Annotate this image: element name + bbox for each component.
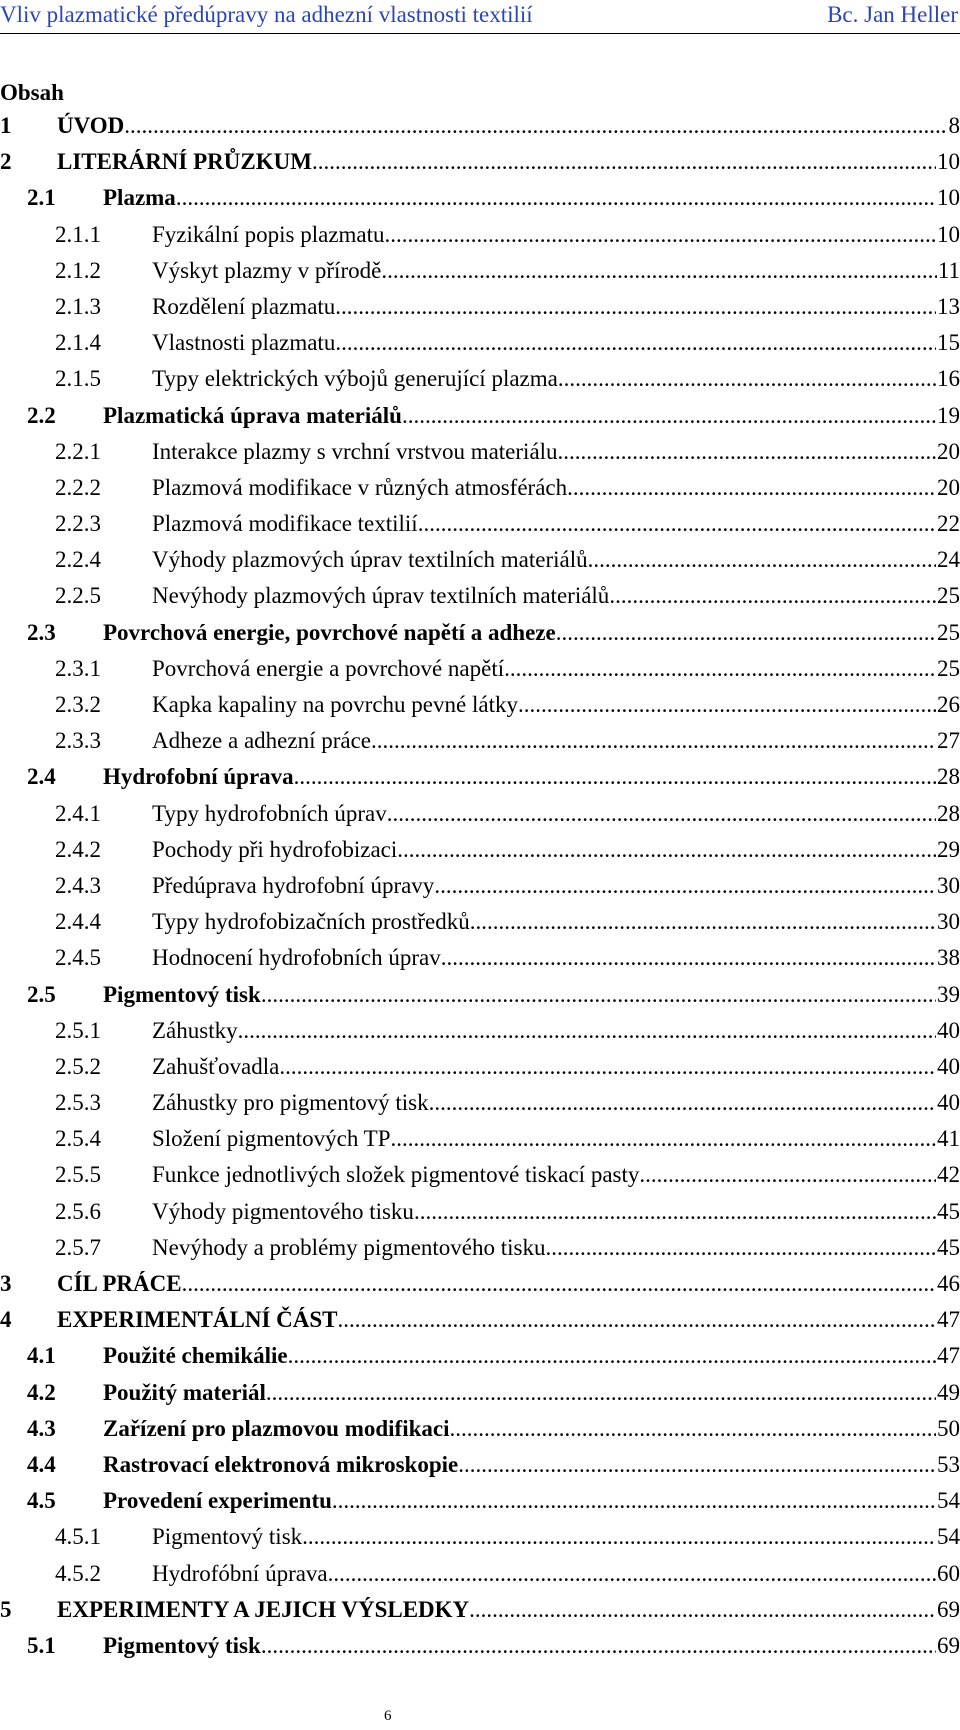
toc-entry-page: 45 — [937, 1198, 960, 1224]
toc-entry-page: 25 — [937, 655, 960, 681]
toc-entry-title: Výskyt plazmy v přírodě — [152, 257, 382, 283]
header-author: Bc. Jan Heller — [827, 2, 958, 27]
toc-entry-line — [152, 506, 960, 542]
toc-entry-page: 22 — [937, 511, 960, 537]
toc-entry-title: Rastrovací elektronová mikroskopie — [103, 1451, 459, 1477]
dot-leader — [238, 1013, 936, 1049]
toc-entry-line — [152, 1157, 960, 1193]
toc-entry-line — [152, 361, 960, 397]
toc-entry-title: Výhody plazmových úprav textilních materiálů — [152, 547, 588, 573]
dot-leader — [558, 361, 936, 397]
toc-entry-line — [152, 687, 960, 723]
toc-entry-page: 54 — [937, 1524, 960, 1550]
dot-leader — [261, 977, 936, 1013]
toc-entry-page: 10 — [937, 221, 960, 247]
toc-entry-page: 46 — [937, 1271, 960, 1296]
dot-leader — [335, 325, 936, 361]
toc-entry-number: 2.4.2 — [55, 836, 101, 862]
toc-entry-title: ÚVOD — [57, 113, 125, 138]
toc-entry-number: 2.1.4 — [55, 330, 101, 356]
dot-leader — [470, 904, 936, 940]
toc-entry-page: 40 — [937, 1090, 960, 1116]
toc-entry-title: Typy hydrofobizačních prostředků — [152, 909, 470, 935]
toc-entry-line — [152, 1519, 960, 1555]
toc-entry[interactable] — [0, 868, 960, 904]
toc-entry-number: 2.1.2 — [55, 257, 101, 283]
toc-entry[interactable] — [0, 1085, 960, 1121]
toc-entry-number: 2.5.7 — [55, 1234, 101, 1260]
dot-leader — [288, 1338, 936, 1374]
toc-entry-page: 45 — [937, 1234, 960, 1260]
dot-leader — [450, 1411, 937, 1447]
toc-entry-number: 4.4 — [27, 1451, 56, 1477]
toc-entry-title: Povrchová energie a povrchové napětí — [152, 655, 505, 681]
toc-entry-title: Funkce jednotlivých složek pigmentové tiskací pasty — [152, 1162, 640, 1188]
toc-entry[interactable] — [0, 470, 960, 506]
toc-entry[interactable] — [0, 687, 960, 723]
toc-entry[interactable] — [0, 289, 960, 325]
toc-entry[interactable] — [0, 1519, 960, 1555]
dot-leader — [504, 651, 936, 687]
toc-entry-title: Plazmová modifikace v různých atmosférách — [152, 474, 568, 500]
toc-entry-number: 4.1 — [27, 1343, 56, 1369]
toc-entry-line — [57, 1302, 960, 1338]
toc-entry[interactable] — [0, 1483, 960, 1519]
toc-entry-line — [103, 1375, 960, 1411]
toc-entry-page: 13 — [937, 293, 960, 319]
toc-entry-number: 2.3 — [27, 619, 56, 645]
toc-entry-line — [152, 1194, 960, 1230]
toc-entry-page: 53 — [937, 1451, 960, 1477]
toc-entry-number: 2.3.3 — [55, 728, 101, 754]
toc-entry-number: 2.2.5 — [55, 583, 101, 609]
dot-leader — [418, 506, 936, 542]
toc-entry-number: 5 — [0, 1596, 12, 1622]
toc-entry-number: 2.1 — [27, 185, 56, 211]
toc-entry[interactable] — [0, 180, 960, 216]
toc-entry-number: 2.2 — [27, 402, 56, 428]
toc-entry-number: 2.2.2 — [55, 474, 101, 500]
toc-entry-number: 4.5.1 — [55, 1524, 101, 1550]
toc-entry-page: 39 — [937, 981, 960, 1007]
toc-entry-title: Použité chemikálie — [103, 1343, 288, 1369]
toc-entry-line — [57, 1592, 960, 1628]
toc-entry-line — [152, 289, 960, 325]
toc-entry-number: 2.4.1 — [55, 800, 101, 826]
dot-leader — [469, 1592, 936, 1628]
toc-entry-number: 2.5.2 — [55, 1053, 101, 1079]
toc-entry[interactable] — [0, 1628, 960, 1664]
toc-entry-page: 16 — [937, 366, 960, 392]
toc-entry-line — [103, 1338, 960, 1374]
toc-entry[interactable] — [0, 325, 960, 361]
toc-entry-number: 2.4.4 — [55, 909, 101, 935]
toc-entry-title: Zařízení pro plazmovou modifikaci — [103, 1415, 450, 1441]
toc-entry-line — [152, 1085, 960, 1121]
toc-entry-title: Výhody pigmentového tisku — [152, 1198, 414, 1224]
toc-entry[interactable] — [0, 940, 960, 976]
toc-entry-line — [103, 615, 960, 651]
toc-entry-number: 2.1.5 — [55, 366, 101, 392]
dot-leader — [279, 1049, 936, 1085]
dot-leader — [441, 940, 936, 976]
toc-entry-line — [152, 217, 960, 253]
toc-entry-number: 2.4.3 — [55, 872, 101, 898]
toc-entry-number: 2.5 — [27, 981, 56, 1007]
toc-entry[interactable] — [0, 1447, 960, 1483]
running-header — [0, 0, 960, 34]
toc-entry-number: 2.1.1 — [55, 221, 101, 247]
toc-entry-title: Fyzikální popis plazmatu — [152, 221, 385, 247]
toc-entry-line — [152, 651, 960, 687]
toc-entry-number: 2.5.5 — [55, 1162, 101, 1188]
toc-entry-title: Použitý materiál — [103, 1379, 266, 1405]
toc-entry-line — [103, 1628, 960, 1664]
dot-leader — [429, 1085, 936, 1121]
toc-entry-page: 19 — [937, 402, 960, 428]
toc-entry[interactable] — [0, 1266, 960, 1302]
toc-entry-number: 4.5.2 — [55, 1560, 101, 1586]
toc-entry[interactable] — [0, 1013, 960, 1049]
toc-entry[interactable] — [0, 1194, 960, 1230]
toc-entry-page: 47 — [937, 1307, 960, 1333]
toc-entry-title: Typy elektrických výbojů generující plazma — [152, 366, 558, 392]
toc-entry-number: 2.4.5 — [55, 945, 101, 971]
toc-entry-line — [152, 940, 960, 976]
toc-entry-line — [57, 1266, 960, 1302]
dot-leader — [371, 723, 936, 759]
toc-entry-title: Povrchová energie, povrchové napětí a adheze — [103, 619, 556, 645]
toc-entry-page: 47 — [937, 1343, 960, 1369]
toc-entry[interactable] — [0, 253, 960, 289]
toc-entry[interactable] — [0, 506, 960, 542]
toc-entry-title: Předúprava hydrofobní úpravy — [152, 872, 435, 898]
dot-leader — [558, 434, 936, 470]
toc-entry-page: 38 — [937, 945, 960, 971]
toc-entry-page: 25 — [937, 583, 960, 609]
toc-entry-number: 2.2.4 — [55, 547, 101, 573]
toc-entry-line — [152, 1556, 960, 1592]
dot-leader — [328, 1556, 936, 1592]
dot-leader — [312, 144, 936, 180]
toc-entry[interactable] — [0, 759, 960, 795]
toc-entry-number: 2 — [0, 149, 12, 175]
toc-entry-page: 41 — [937, 1126, 960, 1152]
toc-entry-number: 3 — [0, 1271, 12, 1296]
toc-entry-page: 60 — [937, 1560, 960, 1586]
dot-leader — [338, 1302, 936, 1338]
toc-entry-page: 42 — [937, 1162, 960, 1188]
toc-entry-page: 69 — [937, 1596, 960, 1622]
toc-entry-title: EXPERIMENTY A JEJICH VÝSLEDKY — [57, 1596, 470, 1622]
toc-entry-number: 1 — [0, 113, 12, 138]
toc-entry-title: Interakce plazmy s vrchní vrstvou materiálu — [152, 438, 558, 464]
dot-leader — [639, 1157, 936, 1193]
toc-entry[interactable] — [0, 1121, 960, 1157]
toc-entry-page: 26 — [937, 692, 960, 717]
toc-entry[interactable] — [0, 1230, 960, 1266]
toc-entry-title: Pigmentový tisk — [103, 1632, 261, 1658]
toc-entry-number: 2.2.3 — [55, 511, 101, 537]
toc-entry[interactable] — [0, 542, 960, 578]
toc-entry-line — [152, 1121, 960, 1157]
toc-entry[interactable] — [0, 1411, 960, 1447]
toc-entry-page: 28 — [937, 800, 960, 826]
page-number: 6 — [384, 1708, 392, 1724]
toc-entry-title: Záhustky pro pigmentový tisk — [152, 1090, 429, 1116]
toc-entry-title: Plazmová modifikace textilií — [152, 511, 418, 537]
dot-leader — [124, 108, 947, 144]
toc-entry-line — [103, 1483, 960, 1519]
toc-entry-page: 49 — [937, 1379, 960, 1405]
toc-entry-title: Zahušťovadla — [152, 1053, 280, 1079]
dot-leader — [182, 1266, 936, 1302]
toc-entry-page: 28 — [937, 764, 960, 790]
toc-entry-number: 2.3.2 — [55, 692, 101, 717]
toc-entry-title: Plazmatická úprava materiálů — [103, 402, 402, 428]
dot-leader — [261, 1628, 936, 1664]
toc-entry-page: 10 — [937, 149, 960, 175]
toc-entry-line — [152, 904, 960, 940]
toc-heading: Obsah — [0, 80, 64, 105]
toc-entry[interactable] — [0, 1556, 960, 1592]
toc-entry-page: 8 — [948, 113, 960, 138]
toc-entry-number: 4 — [0, 1307, 12, 1333]
toc-entry-number: 2.5.6 — [55, 1198, 101, 1224]
toc-entry-line — [152, 542, 960, 578]
toc-entry-page: 15 — [937, 330, 960, 356]
toc-entry-line — [103, 1447, 960, 1483]
toc-entry-page: 40 — [937, 1053, 960, 1079]
toc-entry[interactable] — [0, 1592, 960, 1628]
toc-entry-title: Pochody při hydrofobizaci — [152, 836, 398, 862]
toc-entry[interactable] — [0, 796, 960, 832]
toc-entry-page: 20 — [937, 474, 960, 500]
toc-entry-title: Adheze a adhezní práce — [152, 728, 371, 754]
toc-entry-title: Hodnocení hydrofobních úprav — [152, 945, 441, 971]
dot-leader — [332, 1483, 936, 1519]
toc-entry[interactable] — [0, 144, 960, 180]
toc-entry[interactable] — [0, 434, 960, 470]
toc-entry-title: Hydrofóbní úprava — [152, 1560, 328, 1586]
toc-entry-line — [57, 108, 960, 144]
toc-entry[interactable] — [0, 398, 960, 434]
dot-leader — [402, 398, 936, 434]
toc-entry-line — [152, 832, 960, 868]
toc-entry[interactable] — [0, 651, 960, 687]
toc-entry-page: 24 — [937, 547, 960, 573]
toc-entry-title: Kapka kapaliny na povrchu pevné látky — [152, 692, 518, 717]
toc-entry[interactable] — [0, 1302, 960, 1338]
toc-entry[interactable] — [0, 904, 960, 940]
toc-entry-line — [152, 1013, 960, 1049]
header-document-title: Vliv plazmatické předúpravy na adhezní vlastnosti textilií — [0, 2, 533, 27]
dot-leader — [266, 1375, 936, 1411]
dot-leader — [397, 832, 936, 868]
dot-leader — [381, 253, 937, 289]
toc-entry-number: 2.4 — [27, 764, 56, 790]
toc-entry[interactable] — [0, 832, 960, 868]
toc-entry-title: Typy hydrofobních úprav — [152, 800, 387, 826]
dot-leader — [434, 868, 936, 904]
toc-entry-line — [103, 180, 960, 216]
dot-leader — [176, 180, 936, 216]
toc-entry-number: 4.5 — [27, 1488, 56, 1514]
dot-leader — [302, 1519, 936, 1555]
toc-entry-title: Nevýhody plazmových úprav textilních materiálů — [152, 583, 610, 609]
toc-entry[interactable] — [0, 108, 960, 144]
toc-entry-line — [103, 1411, 960, 1447]
toc-entry-line — [152, 796, 960, 832]
toc-entry-page: 54 — [937, 1488, 960, 1514]
toc-entry-page: 69 — [937, 1632, 960, 1658]
toc-entry-line — [103, 398, 960, 434]
toc-entry-page: 11 — [937, 257, 960, 283]
toc-entry[interactable] — [0, 977, 960, 1013]
dot-leader — [335, 289, 936, 325]
toc-entry-page: 27 — [937, 728, 960, 754]
toc-entry-line — [152, 1049, 960, 1085]
toc-entry-number: 4.2 — [27, 1379, 56, 1405]
dot-leader — [391, 1121, 936, 1157]
toc-entry[interactable] — [0, 578, 960, 614]
toc-entry[interactable] — [0, 1338, 960, 1374]
dot-leader — [518, 687, 936, 723]
dot-leader — [385, 217, 936, 253]
toc-entry-title: Záhustky — [152, 1017, 238, 1043]
toc-entry-line — [103, 977, 960, 1013]
dot-leader — [458, 1447, 936, 1483]
toc-entry-line — [152, 253, 960, 289]
toc-entry-number: 2.3.1 — [55, 655, 101, 681]
toc-entry-page: 40 — [937, 1017, 960, 1043]
dot-leader — [588, 542, 936, 578]
toc-entry-page: 29 — [937, 836, 960, 862]
toc-entry-page: 20 — [937, 438, 960, 464]
table-of-contents — [0, 108, 960, 1664]
toc-entry-page: 30 — [937, 872, 960, 898]
toc-entry-title: Plazma — [103, 185, 176, 211]
toc-entry-title: EXPERIMENTÁLNÍ ČÁST — [57, 1307, 338, 1333]
toc-entry-title: Vlastnosti plazmatu — [152, 330, 336, 356]
toc-entry-title: Pigmentový tisk — [103, 981, 261, 1007]
dot-leader — [387, 796, 936, 832]
dot-leader — [609, 578, 936, 614]
toc-entry-title: CÍL PRÁCE — [57, 1271, 182, 1296]
toc-entry-number: 2.5.3 — [55, 1090, 101, 1116]
toc-entry-title: Nevýhody a problémy pigmentového tisku — [152, 1234, 546, 1260]
toc-entry-line — [152, 434, 960, 470]
toc-entry-number: 2.1.3 — [55, 293, 101, 319]
toc-entry-title: Hydrofobní úprava — [103, 764, 294, 790]
toc-entry-number: 2.5.4 — [55, 1126, 101, 1152]
toc-entry-page: 50 — [937, 1415, 960, 1441]
toc-entry-line — [152, 868, 960, 904]
toc-entry-line — [152, 470, 960, 506]
toc-entry-line — [57, 144, 960, 180]
toc-entry[interactable] — [0, 615, 960, 651]
toc-entry-page: 30 — [937, 909, 960, 935]
toc-entry-number: 4.3 — [27, 1415, 56, 1441]
dot-leader — [414, 1194, 936, 1230]
toc-entry-title: Složení pigmentových TP — [152, 1126, 391, 1152]
toc-entry-line — [103, 759, 960, 795]
toc-entry-line — [152, 1230, 960, 1266]
toc-entry[interactable] — [0, 1375, 960, 1411]
toc-entry[interactable] — [0, 361, 960, 397]
toc-entry-page: 10 — [937, 185, 960, 211]
dot-leader — [294, 759, 936, 795]
toc-entry-number: 5.1 — [27, 1632, 56, 1658]
toc-entry[interactable] — [0, 723, 960, 759]
toc-entry-line — [152, 723, 960, 759]
toc-entry-title: Pigmentový tisk — [152, 1524, 303, 1550]
toc-entry-page: 25 — [937, 619, 960, 645]
toc-entry-title: LITERÁRNÍ PRŮZKUM — [57, 149, 312, 175]
toc-entry[interactable] — [0, 1049, 960, 1085]
toc-entry-title: Provedení experimentu — [103, 1488, 332, 1514]
toc-entry[interactable] — [0, 1157, 960, 1193]
dot-leader — [546, 1230, 937, 1266]
toc-entry[interactable] — [0, 217, 960, 253]
dot-leader — [567, 470, 936, 506]
toc-entry-number: 2.2.1 — [55, 438, 101, 464]
toc-entry-title: Rozdělení plazmatu — [152, 293, 336, 319]
toc-entry-line — [152, 325, 960, 361]
toc-entry-number: 2.5.1 — [55, 1017, 101, 1043]
toc-entry-line — [152, 578, 960, 614]
dot-leader — [556, 615, 936, 651]
